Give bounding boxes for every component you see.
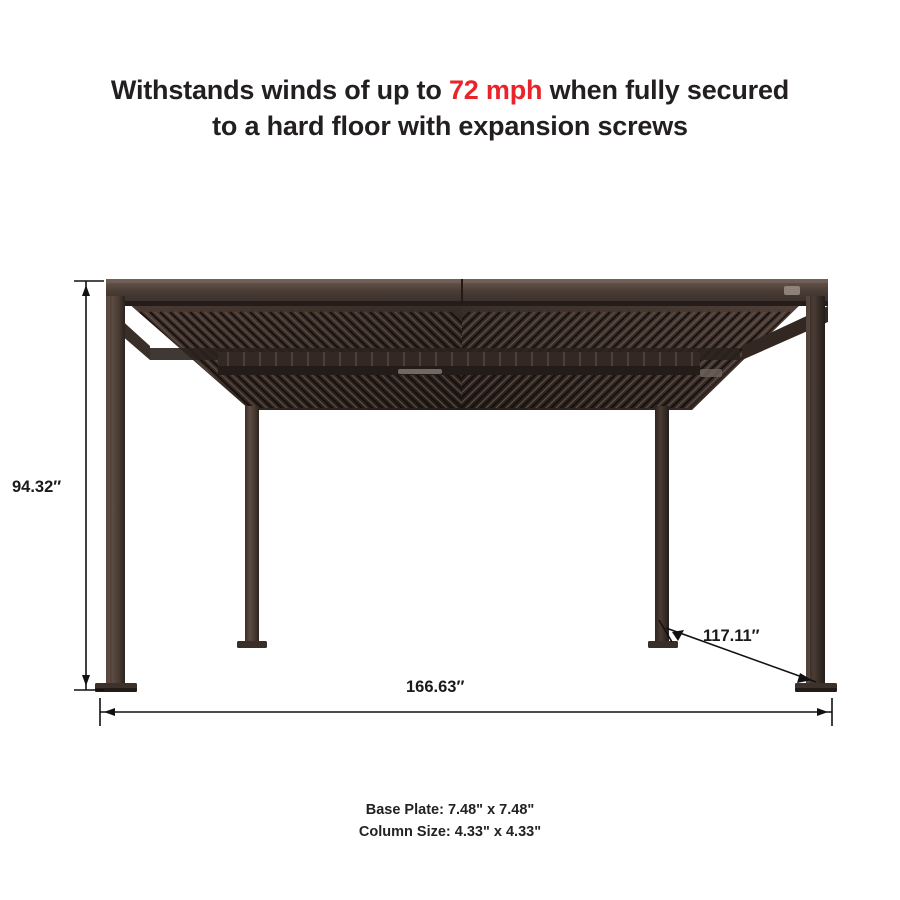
post-back-right: [648, 406, 678, 648]
headline-accent-value: 72 mph: [448, 75, 543, 105]
headline-text-after: when fully secured: [542, 75, 790, 105]
base-plate-back-right: [648, 641, 678, 648]
dimension-depth-label: 117.11″: [703, 627, 760, 645]
roof-center-spine: [218, 352, 700, 375]
column-size-spec: Column Size: 4.33" x 4.33": [358, 823, 542, 840]
headline-text-before: Withstands winds of up to: [110, 75, 449, 105]
dimension-width-label: 166.63″: [406, 678, 465, 696]
roof-fixture-center: [398, 369, 442, 374]
beam-badge: [784, 286, 800, 295]
base-plate-back-left: [237, 641, 267, 648]
roof-motor-housing: [700, 369, 722, 377]
post-back-left: [237, 406, 267, 648]
roof-assembly: [128, 303, 802, 410]
dimension-width: [100, 698, 832, 726]
post-front-right: [795, 296, 837, 692]
headline-line-2: to a hard floor with expansion screws: [212, 111, 688, 142]
front-top-beam: [106, 279, 828, 306]
base-plate-spec: Base Plate: 7.48" x 7.48": [365, 802, 535, 818]
specs-footnotes: [0, 800, 900, 844]
dimension-height: [74, 281, 104, 690]
post-front-left: [95, 296, 137, 692]
dimension-height-label: 94.32″: [12, 478, 62, 496]
